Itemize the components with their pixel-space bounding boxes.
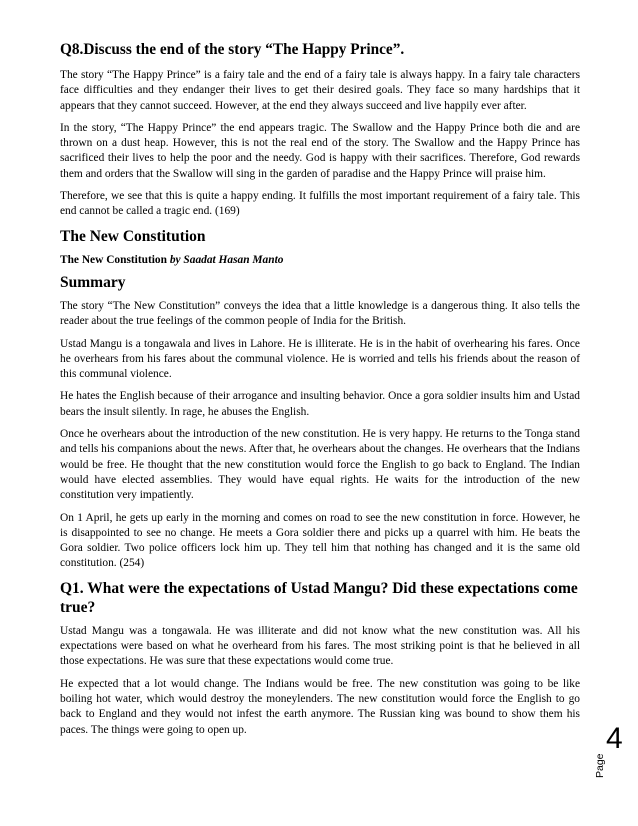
byline-title: The New Constitution	[60, 253, 167, 266]
paragraph: He hates the English because of their arrogance and insulting behavior. Once a gora soldier insults him and Ustad bears the insult silently. In rage, he abuses the English.	[60, 390, 580, 418]
paragraph: The story “The Happy Prince” is a fairy tale and the end of a fairy tale is always happy. In a fairy tale characters face difficulties and they endanger their lives to get their desired goals. They face so many hardships that it appears that they cannot succeed. However, at the end they always succeed and live happily ever after.	[60, 69, 580, 112]
document-page	[60, 40, 580, 745]
page-label: Page	[594, 753, 606, 778]
paragraph: Therefore, we see that this is quite a happy ending. It fulfills the most important requirement of a fairy tale. This end cannot be called a tragic end. (169)	[60, 190, 580, 218]
story-byline	[60, 253, 580, 268]
paragraph: He expected that a lot would change. The Indians would be free. The new constitution was going to be like boiling hot water, which would destroy the moneylenders. The new constitution would force the English to go back to England and they would not infest the earth anymore. The Russian king was bound to show them his paces. The things were going to open up.	[60, 677, 580, 736]
paragraph: On 1 April, he gets up early in the morning and comes on road to see the new constitution in force. However, he is disappointed to see no change. He meets a Gora soldier there and picks up a quarrel with him. He beats the Gora soldier. Two police officers lock him up. They tell him that nothing has changed and it is the same old constitution. (254)	[60, 511, 580, 570]
page-number-value: 4	[606, 722, 623, 755]
paragraph: Once he overhears about the introduction of the new constitution. He is very happy. He returns to the Tonga stand and tells his companions about the news. After that, he overhears about the changes. He overhears that the Indians would be free. He thought that the new constitution would force the English to go back to England. The Indian would have elected assemblies. They would have equal rights. He waits for the introduction of the new constitution very impatiently.	[60, 428, 580, 502]
summary-heading: Summary	[60, 273, 126, 291]
byline-author: by Saadat Hasan Manto	[169, 253, 284, 266]
paragraph: Ustad Mangu is a tongawala and lives in Lahore. He is illiterate. He is in the habit of overhearing his fares. Once he overhears from his fares about the communal violence. He is worried and tells his friends about the reason of this communal violence.	[60, 337, 580, 381]
paragraph: Ustad Mangu was a tongawala. He was illiterate and did not know what the new constitution was. All his expectations were based on what he overheard from his fares. The most striking point is that he believed in all those expectations. He was sure that these expectations would come true.	[60, 624, 580, 668]
paragraph: In the story, “The Happy Prince” the end appears tragic. The Swallow and the Happy Prince both die and are thrown on a dust heap. However, this is not the real end of the story. The Swallow and the Happy Prince has sacrificed their lives to help the poor and the needy. God is happy with their sacrifices. Therefore, God rewards them and orders that the Swallow will sing in the garden of paradise and the Happy Prince will praise him.	[60, 121, 580, 180]
question-heading-q1: Q1. What were the expectations of Ustad Mangu? Did these expectations come true?	[60, 579, 578, 616]
question-heading-q8: Q8.Discuss the end of the story “The Happy Prince”.	[60, 41, 405, 58]
paragraph: The story “The New Constitution” conveys the idea that a little knowledge is a dangerous thing. It also tells the reader about the true feelings of the common people of India for the British.	[60, 299, 580, 328]
section-heading-new-constitution: The New Constitution	[60, 227, 206, 245]
page-number	[594, 722, 624, 792]
